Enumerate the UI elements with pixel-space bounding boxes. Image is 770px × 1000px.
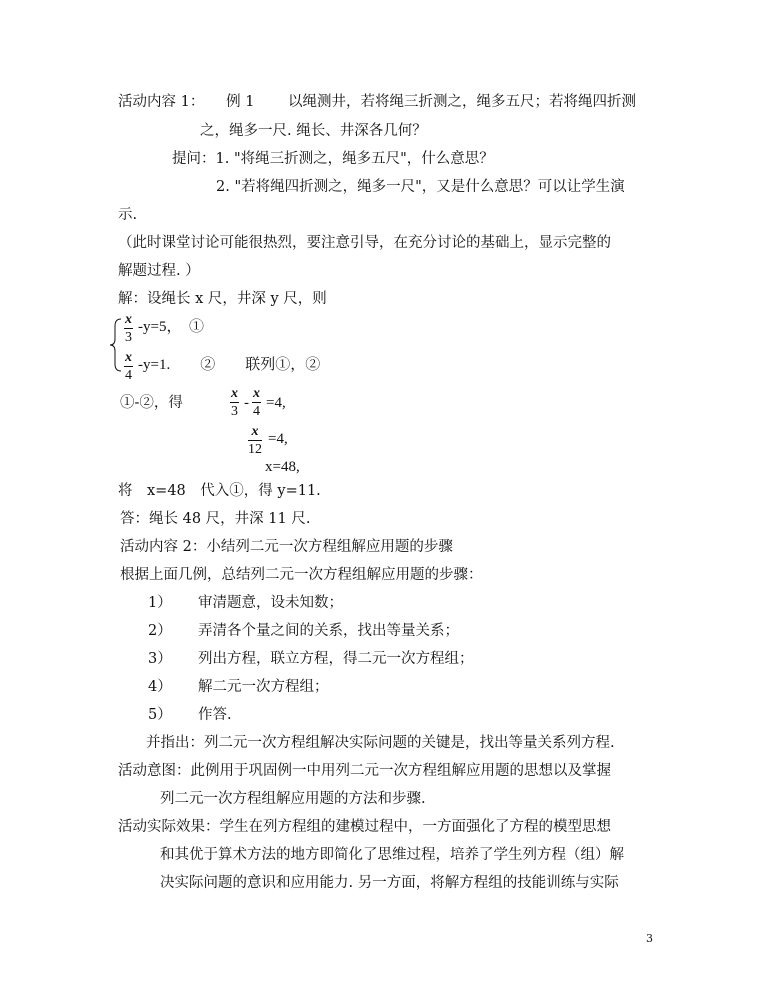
eq1-fraction [124,312,133,345]
step-text: 解二元一次方程组； [198,679,329,695]
step-number: 2） [148,623,172,639]
step-number: 3） [148,651,172,667]
step-text: 弄清各个量之间的关系，找出等量关系； [198,623,459,639]
eq2-fraction [124,350,133,383]
step-text: 列出方程，联立方程，得二元一次方程组； [198,651,474,667]
discussion-note-cont: 解题过程. ） [118,263,200,279]
answer-line: 答：绳长 48 尺，井深 11 尺. [120,511,311,527]
step-number: 4） [148,679,172,695]
system-brace [108,318,124,372]
summary-line: 根据上面几例，总结列二元一次方程组解应用题的步骤： [120,567,483,583]
activity1-line-cont: 之，绳多一尺. 绳长、井深各几何？ [200,123,427,139]
step-text: 作答. [198,707,232,723]
solution-intro: 解：设绳长 x 尺，井深 y 尺，则 [118,291,327,307]
activity1-line: 活动内容 1： 例 1 以绳测井，若将绳三折测之，绳多五尺；若将绳四折测 [118,94,637,110]
step3-result: x=48, [265,459,300,475]
step-number: 1） [148,595,172,611]
step1-fraction-b: x 4 [253,386,260,419]
step1-minus: - [244,395,249,411]
eq2-denominator: 4 [125,368,132,383]
activity-intent-cont: 列二元一次方程组解应用题的方法和步骤. [160,791,426,807]
activity-effect: 活动实际效果：学生在列方程组的建模过程中，一方面强化了方程的模型思想 [118,819,611,835]
page-number: 3 [646,932,653,945]
question-2: 2. "若将绳四折测之，绳多一尺"，又是什么意思？可以让学生演 [216,179,625,195]
activity2-line: 活动内容 2：小结列二元一次方程组解应用题的步骤 [120,539,453,555]
step2-rest: =4, [268,431,288,447]
activity-effect-cont2: 决实际问题的意识和应用能力. 另一方面，将解方程组的技能训练与实际 [160,875,619,891]
step-number: 5） [148,707,172,723]
key-point-line: 并指出：列二元一次方程组解决实际问题的关键是，找出等量关系列方程. [146,735,615,751]
question-2-cont: 示. [118,207,138,223]
discussion-note: （此时课堂讨论可能很热烈，要注意引导，在充分讨论的基础上，显示完整的 [118,235,611,251]
elimination-label: ①-②，得 [120,395,183,411]
eq1-denominator: 3 [125,330,132,345]
eq2-rest: -y=1. ② 联列①，② [138,357,321,373]
eq2-numerator: x [125,350,132,365]
step1-fraction-a: x 3 [231,386,238,419]
eq1-numerator: x [125,312,132,327]
substitute-line: 将 x=48 代入①，得 y=11. [118,483,321,499]
step2-fraction: x 12 [248,424,262,457]
activity-effect-cont1: 和其优于算术方法的地方即简化了思维过程，培养了学生列方程（组）解 [160,847,624,863]
activity-intent: 活动意图：此例用于巩固例一中用列二元一次方程组解应用题的思想以及掌握 [118,763,611,779]
question-1: 提问：1. "将绳三折测之，绳多五尺"，什么意思？ [172,151,494,167]
step-text: 审清题意，设未知数； [198,595,343,611]
eq1-rest: -y=5， ① [138,319,204,335]
step1-rest: =4, [266,395,286,411]
